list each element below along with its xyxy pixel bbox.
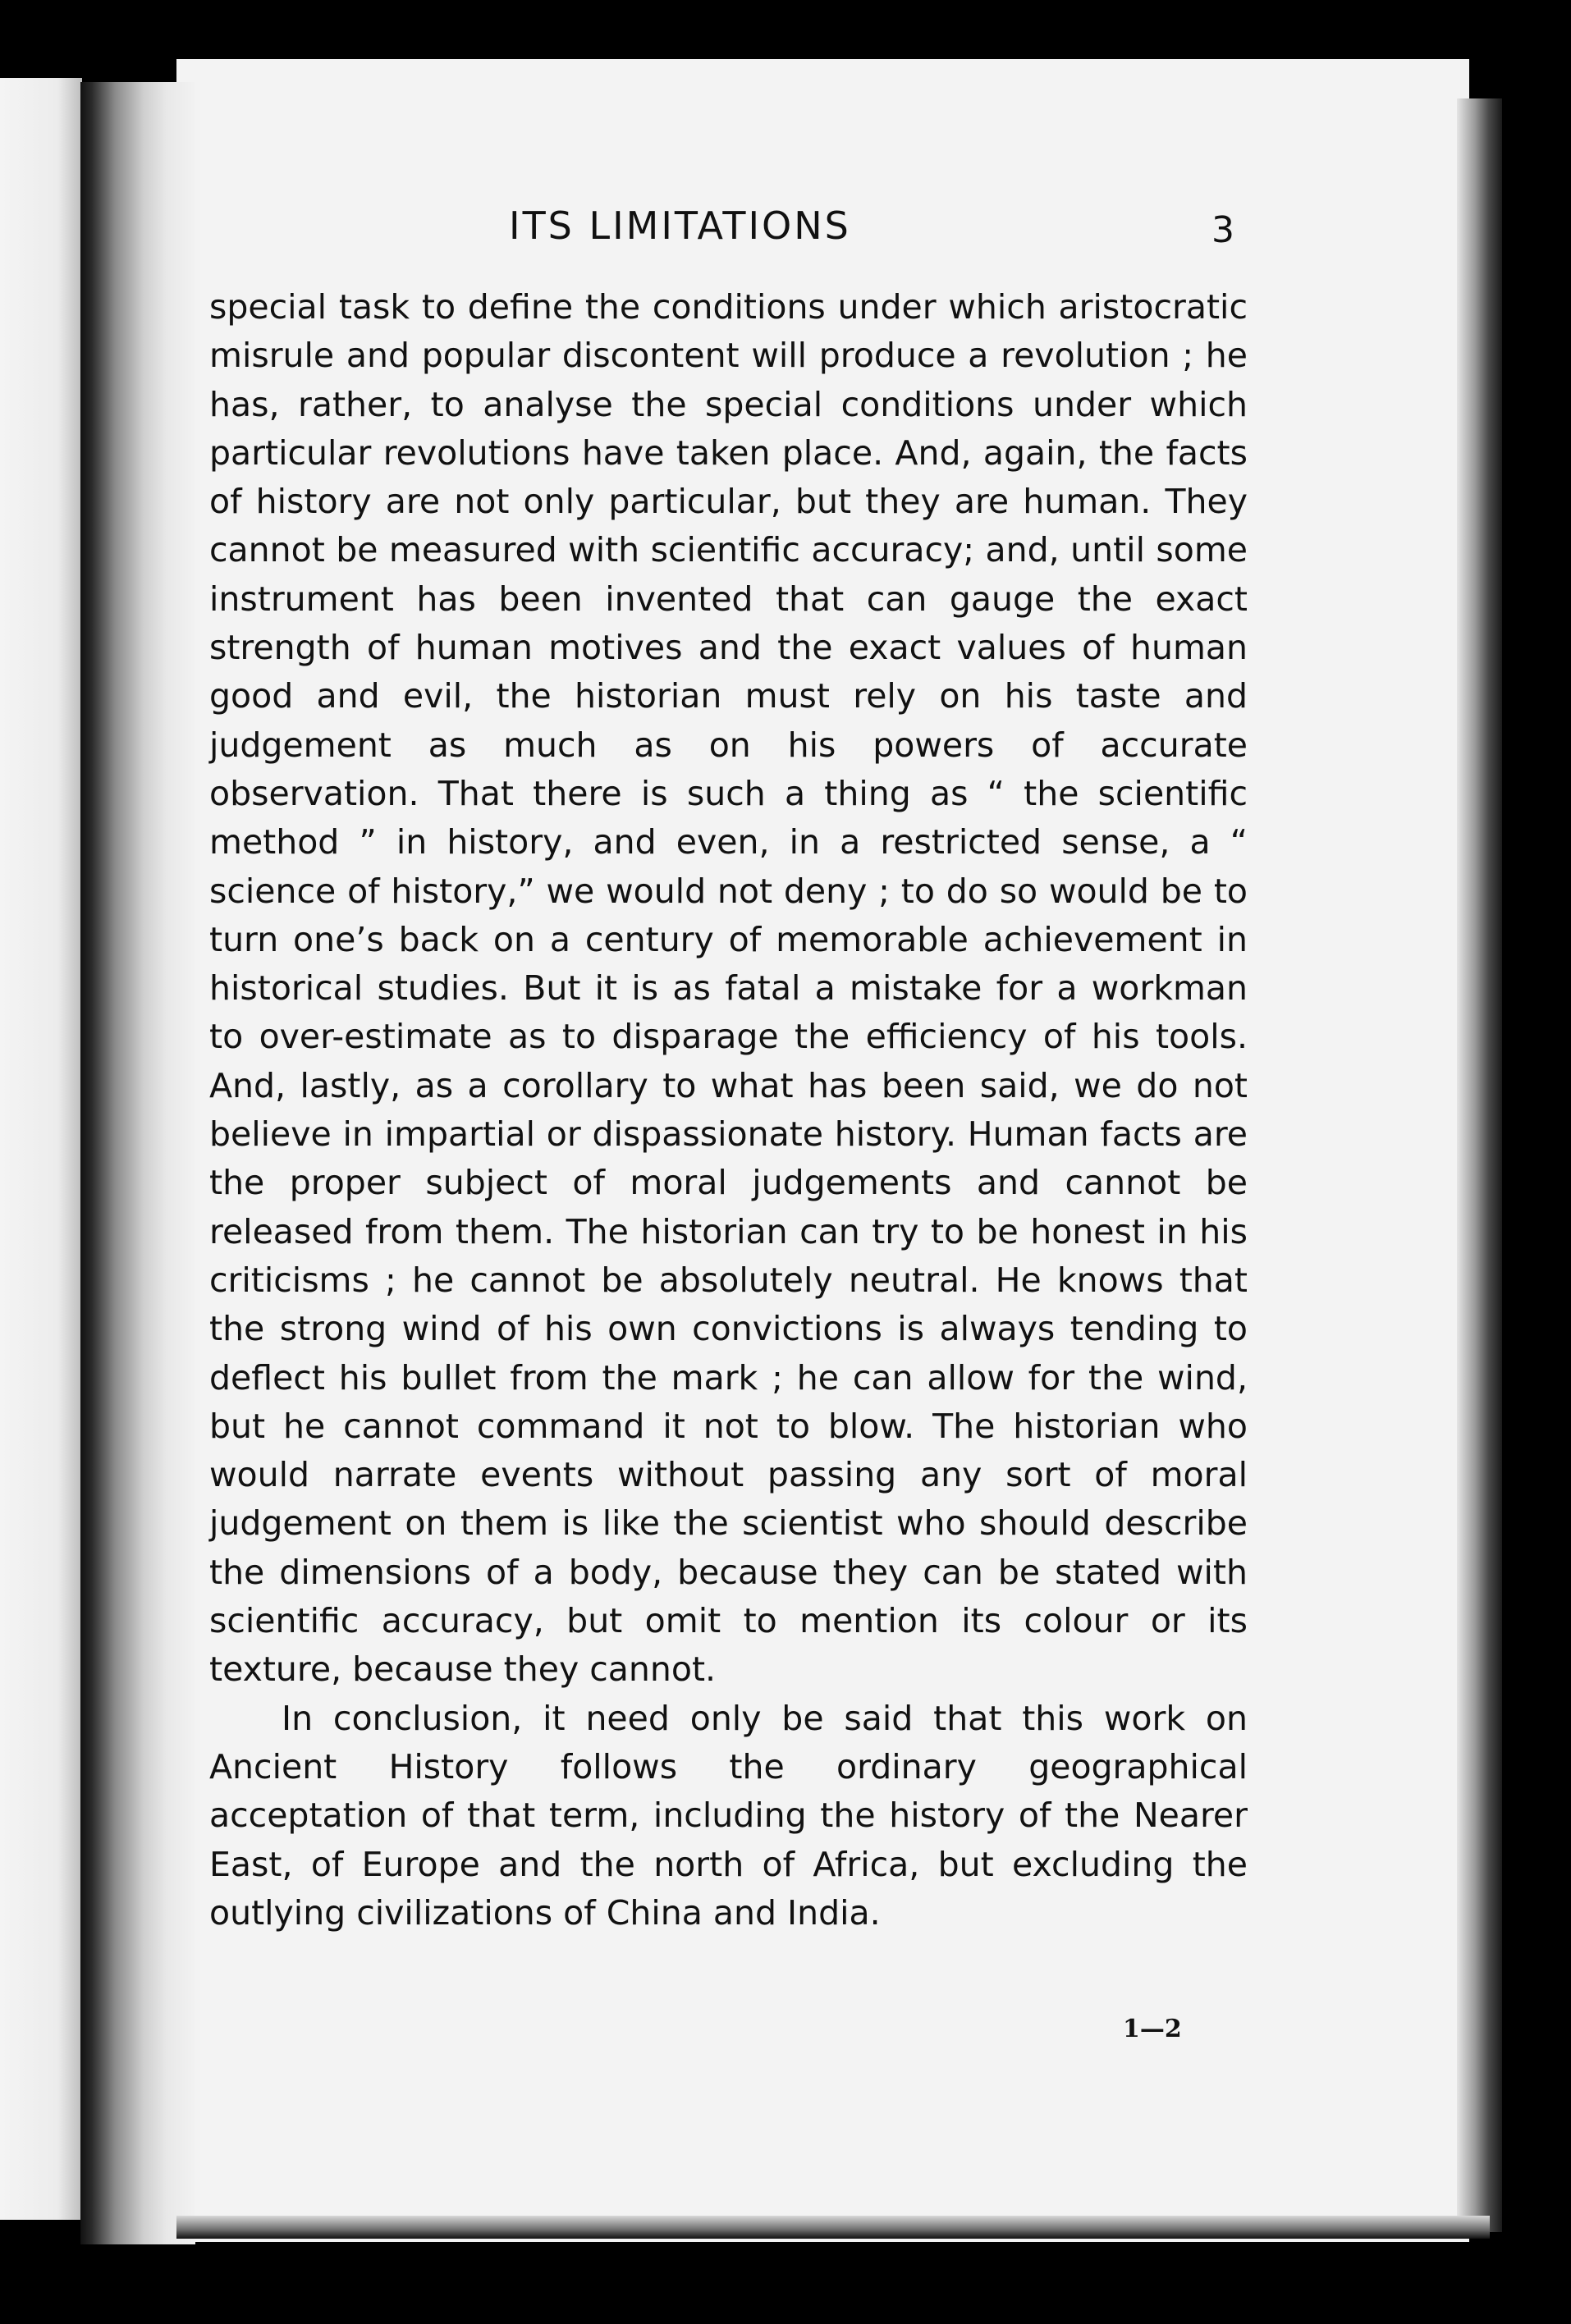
paragraph: special task to define the conditions under which aristocratic misrule and popular discontent will produce a revolution ; he has, rather, to analyse the special conditions under which particular revolutions have taken place. And, again, the facts of history are not only particular, but they are human. They cannot be measured with scientific accuracy; and, until some instrument has been invented that can gauge the exact strength of human motives and the exact values of human good and evil, the historian must rely on his taste and judgement as much as on his powers of accurate observation. That there is such a thing as “ the scientific method ” in history, and even, in a restricted sense, a “ science of history,” we would not deny ; to do so would be to turn one’s back on a century of memorable achievement in historical studies. But it is as fatal a mistake for a workman to over-estimate as to disparage the efficiency of his tools. And, lastly, as a corollary to what has been said, we do not believe in impartial or dispassionate history. Human facts are the proper subject of moral judgements and cannot be released from them. The historian can try to be honest in his criticisms ; he cannot be absolutely neutral. He knows that the strong wind of his own convictions is always tending to deflect his bullet from the mark ; he can allow for the wind, but he cannot command it not to blow. The historian who would narrate events without passing any sort of moral judgement on them is like the scientist who should describe the dimensions of a body, because they can be stated with scientific accuracy, but omit to mention its colour or its texture, because they cannot. (209, 287, 1248, 1690)
facing-page-edge (0, 78, 82, 2220)
paragraph: In conclusion, it need only be said that this work on Ancient History follows the ordinary geographical acceptation of that term, including the history of the Nearer East, of Europe and the north of Africa, but excluding the outlying civilizations of China and India. (209, 1698, 1248, 1933)
signature-mark: 1—2 (1123, 2015, 1182, 2043)
body-text (209, 283, 1248, 1937)
running-head: ITS LIMITATIONS (509, 204, 851, 248)
page-bottom-edge (176, 2216, 1490, 2239)
page-fore-edge (1457, 98, 1502, 2232)
book-gutter (80, 82, 195, 2244)
page-number: 3 (1211, 209, 1234, 251)
